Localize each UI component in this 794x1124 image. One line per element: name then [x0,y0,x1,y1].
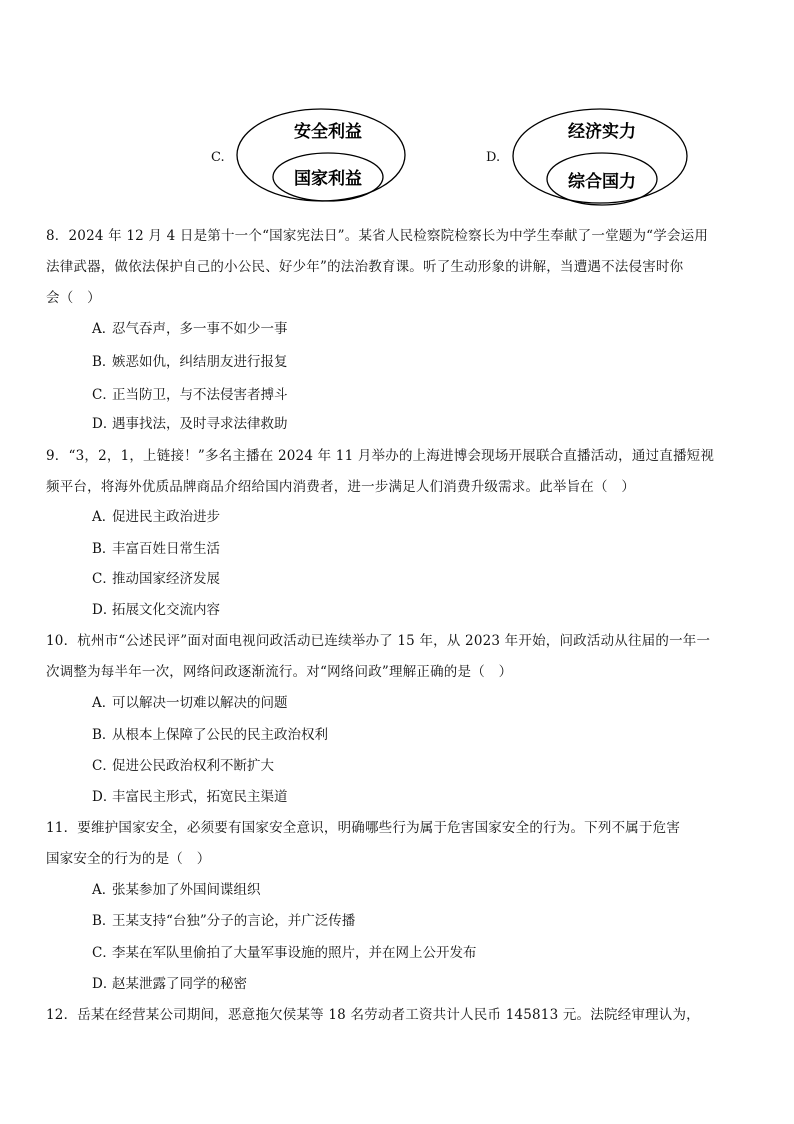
option-letter: B． [92,354,116,370]
option-text: 推动国家经济发展 [112,571,220,587]
stem-line: 11．要维护国家安全，必须要有国家安全意识，明确哪些行为属于危害国家安全的行为。下列不属于危害 [46,820,681,836]
question-10-option-c[interactable] [92,756,732,776]
question-11-stem [46,813,751,875]
question-8-option-c[interactable] [92,385,732,405]
option-c-label: C. [211,150,225,165]
option-text: 促进公民政治权利不断扩大 [112,758,274,774]
stem-line: 10．杭州市“公述民评”面对面电视问政活动已连续举办了 15 年，从 2023 年开始，问政活动从往届的一年一 [46,633,711,649]
stem-line: 12．岳某在经营某公司期间，恶意拖欠侯某等 18 名劳动者工资共计人民币 145813 元。法院经审理认为， [46,1007,700,1023]
option-text: 促进民主政治进步 [112,509,220,525]
option-letter: D． [92,789,117,805]
option-text: 张某参加了外国间谍组织 [112,882,261,898]
option-letter: B． [92,727,116,743]
diagram-options [0,108,794,208]
stem-line: 会（ ） [46,290,101,306]
question-11-option-a[interactable] [92,880,732,900]
option-text: 王某支持“台独”分子的言论，并广泛传播 [112,913,356,929]
inner-label: 国家利益 [294,169,362,189]
question-9-option-d[interactable] [92,600,732,620]
question-8-option-d[interactable] [92,414,732,434]
stem-line: 国家安全的行为的是（ ） [46,851,211,867]
question-9-option-c[interactable] [92,569,732,589]
question-9-option-a[interactable] [92,507,732,527]
question-10-option-d[interactable] [92,787,732,807]
option-letter: B． [92,541,116,557]
option-text: 正当防卫，与不法侵害者搏斗 [112,387,288,403]
question-10-option-a[interactable] [92,693,732,713]
venn-diagram-c [236,108,406,203]
option-text: 忍气吞声，多一事不如少一事 [112,321,288,337]
option-letter: C． [92,758,116,774]
option-letter: C． [92,387,116,403]
option-letter: A． [92,321,116,337]
option-text: 丰富百姓日常生活 [112,541,220,557]
question-11-option-b[interactable] [92,911,732,931]
option-letter: D． [92,976,117,992]
option-letter: A． [92,509,116,525]
question-12-stem [46,1000,751,1031]
option-letter: B． [92,913,116,929]
inner-label: 综合国力 [568,172,636,192]
question-9-option-b[interactable] [92,539,732,559]
venn-diagram-d [512,108,690,208]
option-text: 嫉恶如仇，纠结朋友进行报复 [112,354,288,370]
question-8-option-b[interactable] [92,352,732,372]
stem-line: 法律武器，做依法保护自己的小公民、好少年”的法治教育课。听了生动形象的讲解，当遭遇不法侵害时你 [46,259,684,275]
stem-line: 8．2024 年 12 月 4 日是第十一个“国家宪法日”。某省人民检察院检察长为中学生奉献了一堂题为“学会运用 [46,228,709,244]
option-d-label: D. [486,150,501,165]
option-letter: D． [92,602,117,618]
option-text: 赵某泄露了同学的秘密 [112,976,247,992]
option-text: 拓展文化交流内容 [112,602,220,618]
option-text: 可以解决一切难以解决的问题 [112,695,288,711]
option-text: 从根本上保障了公民的民主政治权利 [112,727,328,743]
outer-label: 安全利益 [294,122,362,142]
option-letter: A． [92,695,116,711]
stem-line: 频平台，将海外优质品牌商品介绍给国内消费者，进一步满足人们消费升级需求。此举旨在（ ） [46,479,636,495]
option-letter: C． [92,945,116,961]
question-8-stem [46,221,751,314]
stem-line: 次调整为每半年一次，网络问政逐渐流行。对“网络问政”理解正确的是（ ） [46,664,513,680]
stem-line: 9．“3，2，1，上链接！”多名主播在 2024 年 11 月举办的上海进博会现场开展联合直播活动，通过直播短视 [46,448,715,464]
question-11-option-c[interactable] [92,943,732,963]
question-11-option-d[interactable] [92,974,732,994]
option-letter: A． [92,882,116,898]
outer-label: 经济实力 [568,122,636,142]
question-9-stem [46,441,751,503]
option-text: 李某在军队里偷拍了大量军事设施的照片，并在网上公开发布 [112,945,477,961]
option-letter: C． [92,571,116,587]
question-8-option-a[interactable] [92,319,732,339]
option-text: 遇事找法，及时寻求法律救助 [112,416,288,432]
option-text: 丰富民主形式，拓宽民主渠道 [112,789,288,805]
option-letter: D． [92,416,117,432]
question-10-stem [46,626,751,688]
question-10-option-b[interactable] [92,725,732,745]
